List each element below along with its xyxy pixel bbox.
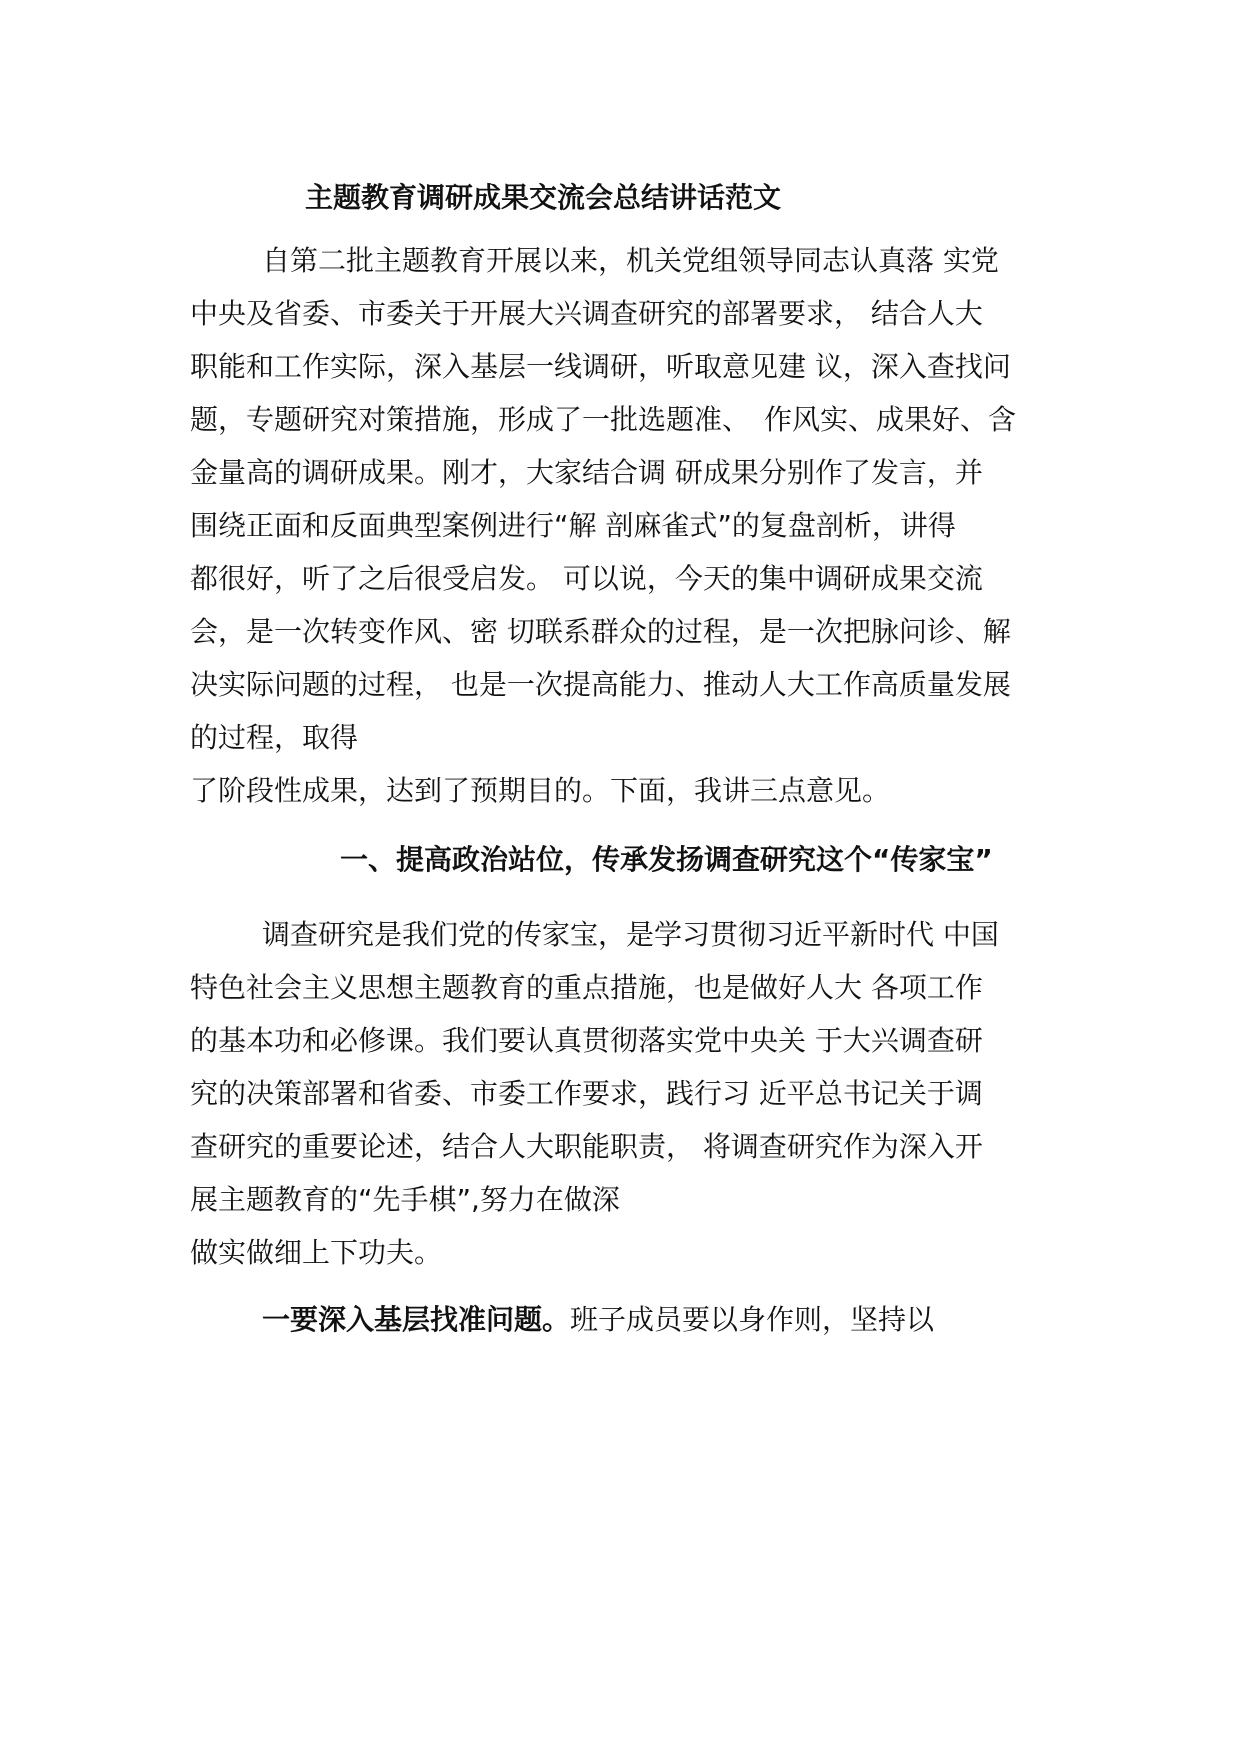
- paragraph-line: 究的决策部署和省委、市委工作要求，践行习 近平总书记关于调: [190, 1077, 983, 1110]
- paragraph-line: 调查研究是我们党的传家宝，是学习贯彻习近平新时代 中国: [262, 918, 999, 951]
- bold-lead-text: 一要深入基层找准问题。: [262, 1303, 571, 1336]
- paragraph-line: 做实做细上下功夫。: [190, 1236, 443, 1269]
- paragraph-line: 决实际问题的过程， 也是一次提高能力、推动人大工作高质量发展: [190, 668, 1011, 701]
- paragraph-line: 职能和工作实际，深入基层一线调研，听取意见建 议，深入查找问: [190, 350, 1011, 383]
- paragraph-line: 金量高的调研成果。刚才，大家结合调 研成果分别作了发言，并: [190, 456, 983, 489]
- paragraph-line: 的基本功和必修课。我们要认真贯彻落实党中央关 于大兴调查研: [190, 1024, 983, 1057]
- paragraph-line: 展主题教育的“先手棋”,努力在做深: [190, 1183, 620, 1216]
- paragraph-line: 都很好，听了之后很受启发。 可以说，今天的集中调研成果交流: [190, 562, 983, 595]
- paragraph-line: 题，专题研究对策措施，形成了一批选题准、 作风实、成果好、含: [190, 403, 1017, 436]
- paragraph-line: 自第二批主题教育开展以来，机关党组领导同志认真落 实党: [262, 244, 999, 277]
- paragraph-line: 会，是一次转变作风、密 切联系群众的过程，是一次把脉问诊、解: [190, 615, 1011, 648]
- paragraph-line: 了阶段性成果，达到了预期目的。下面，我讲三点意见。: [190, 774, 891, 807]
- paragraph-line: 查研究的重要论述，结合人大职能职责， 将调查研究作为深入开: [190, 1130, 983, 1163]
- paragraph-text: 班子成员要以身作则，坚持以: [570, 1303, 935, 1336]
- section-heading: 一、提高政治站位，传承发扬调查研究这个“传家宝”: [340, 843, 993, 876]
- paragraph-line: [262, 1300, 934, 1340]
- paragraph-line: 中央及省委、市委关于开展大兴调查研究的部署要求， 结合人大: [190, 297, 983, 330]
- document-title: 主题教育调研成果交流会总结讲话范文: [305, 181, 782, 214]
- paragraph-line: 围绕正面和反面典型案例进行“解 剖麻雀式”的复盘剖析，讲得: [190, 509, 956, 542]
- paragraph-line: 特色社会主义思想主题教育的重点措施，也是做好人大 各项工作: [190, 971, 983, 1004]
- paragraph-line: 的过程，取得: [190, 721, 359, 754]
